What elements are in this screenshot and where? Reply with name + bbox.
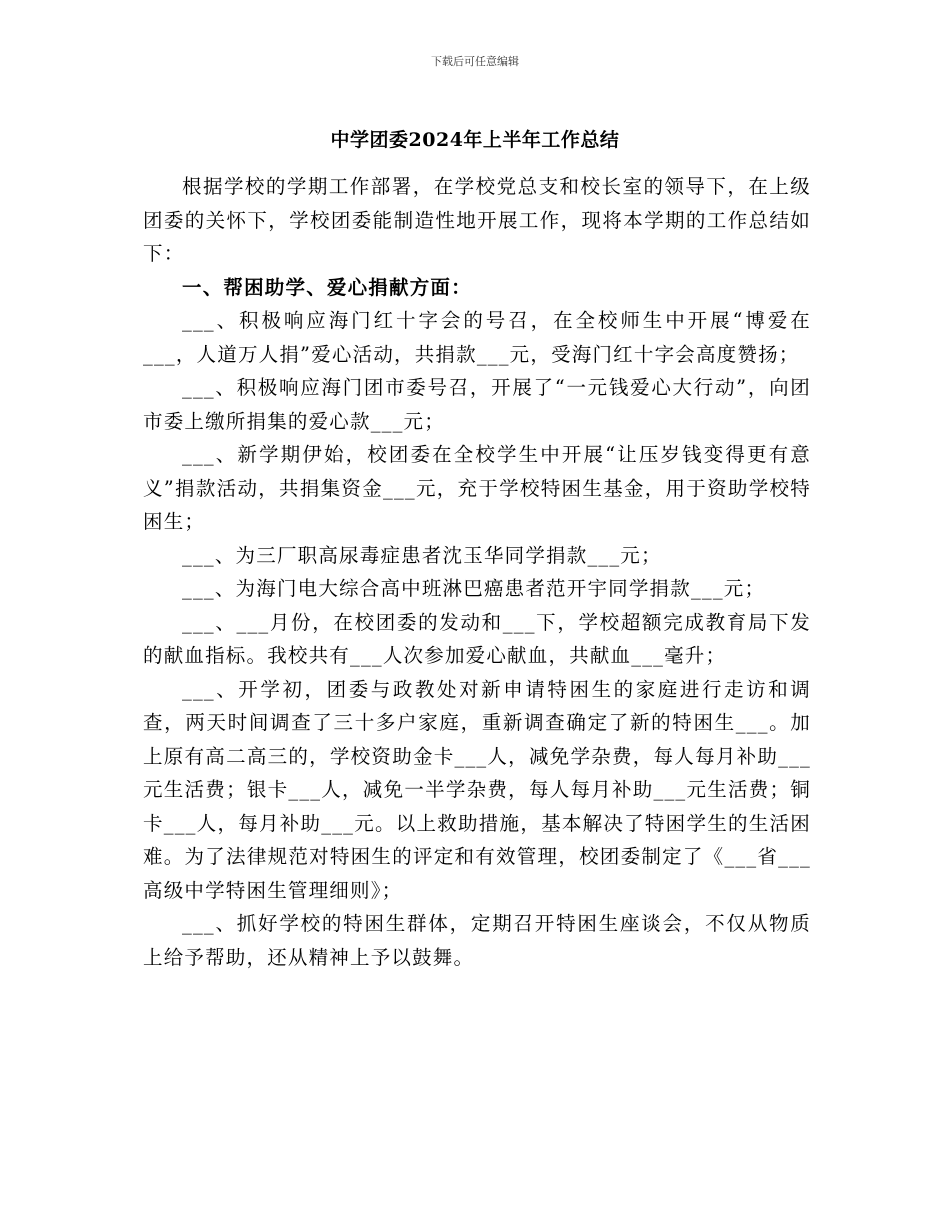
section-heading: 一、帮困助学、爱心捐献方面：	[182, 275, 472, 299]
document-title: 中学团委2024年上半年工作总结	[330, 129, 620, 151]
list-item: ___、为海门电大综合高中班淋巴癌患者范开宇同学捐款___元；	[182, 577, 766, 600]
list-item: ___、积极响应海门红十字会的号召，在全校师生中开展“博爱在___，人道万人捐”爱心活动，共捐款___元，受海门红十字会高度赞扬；	[143, 309, 811, 366]
list-item: ___、抓好学校的特困生群体，定期召开特困生座谈会，不仅从物质上给予帮助，还从精神上予以鼓舞。	[143, 912, 811, 969]
list-item: ___、___月份，在校团委的发动和___下，学校超额完成教育局下发的献血指标。我校共有___人次参加爱心献血，共献血___毫升；	[143, 610, 811, 667]
list-item: ___、为三厂职高尿毒症患者沈玉华同学捐款___元；	[182, 543, 662, 567]
list-item: ___、积极响应海门团市委号召，开展了“一元钱爱心大行动”，向团市委上缴所捐集的爱心款___元；	[143, 376, 811, 433]
header-note: 下载后可任意编辑	[431, 55, 519, 68]
list-item: ___、新学期伊始，校团委在全校学生中开展“让压岁钱变得更有意义”捐款活动，共捐集资金___元，充于学校特困生基金，用于资助学校特困生；	[143, 443, 811, 533]
document-body	[143, 170, 811, 974]
intro-paragraph: 根据学校的学期工作部署，在学校党总支和校长室的领导下，在上级团委的关怀下，学校团委能制造性地开展工作，现将本学期的工作总结如下：	[143, 175, 811, 265]
list-item: ___、开学初，团委与政教处对新申请特困生的家庭进行走访和调查，两天时间调查了三十多户家庭，重新调查确定了新的特困生___。加上原有高二高三的，学校资助金卡___人，减免学杂费，每人每月补助___元生活费；银卡___人，减免一半学杂费，每人每月补助___元生活费；铜卡___人，每月补助___元。以上救助措施，基本解决了特困学生的生活困难。为了法律规范对特困生的评定和有效管理，校团委制定了《___省___高级中学特困生管理细则》；	[143, 677, 811, 902]
